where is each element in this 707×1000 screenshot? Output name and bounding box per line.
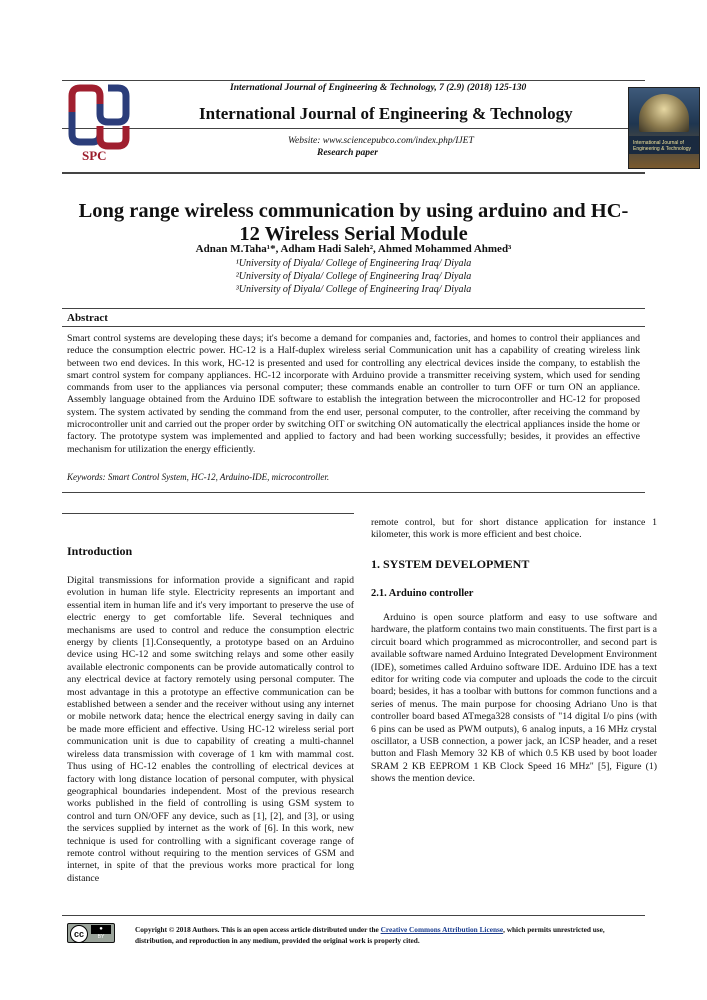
- paper-title-line-2: 12 Wireless Serial Module: [239, 223, 468, 245]
- paper-title-line-1: Long range wireless communication by using arduino and HC-: [78, 200, 629, 222]
- journal-citation: International Journal of Engineering & Technology, 7 (2.9) (2018) 125-130: [230, 83, 527, 93]
- abstract-text: Smart control systems are developing these days; it's become a demand for companies and, factories, and homes to control their appliances and reduce the consumption electric power. HC-12 is a Half-duplex wireless serial Communication unit has a capability of creating wireless link between two end devices. In this work, HC-12 is presented and used for controlling any electrical devices inside the company, to establish the smart control system for company appliances. HC-12 incorporate with Arduino provide a transmitter receiving system, which used for sending commands from user to the appliances via personal computer; these commands enable an controller to turn OFF or turn ON an appliance. Assembly language obtained from the Arduino IDE software to establish the integration between the microcontroller and HC-12 for proposed system. The system activated by sending the command from the end user, personal computer, to the controller, after receiving the command by microcontroller unit and carried out the proper order by switching OIT or switching ON automatically the electrical appliances inside the home or factory. The prototype system was implemented and applied to factory and had been working successfully; besides, it provides an effective mechanism for utilization the energy efficiently.: [67, 333, 640, 455]
- header-rule-top: [62, 80, 645, 81]
- header-rule-bottom: [62, 172, 645, 174]
- paper-title: [40, 200, 667, 246]
- copyright-suffix: , which permits unrestricted use, distribution, and reproduction in any medium, provided the original work is properly cited.: [135, 925, 605, 945]
- affiliation-1: ¹University of Diyala/ College of Engineering Iraq/ Diyala: [235, 258, 472, 269]
- left-column-rule: [62, 513, 354, 514]
- affiliation-3: ³University of Diyala/ College of Engineering Iraq/ Diyala: [235, 284, 472, 295]
- copyright-prefix: Copyright © 2018 Authors. This is an open access article distributed under the: [135, 925, 381, 934]
- affiliation-2: ²University of Diyala/ College of Engineering Iraq/ Diyala: [235, 271, 472, 282]
- abstract-rule-top: [62, 308, 645, 309]
- header-rule-middle: [62, 128, 645, 129]
- continuation-text: remote control, but for short distance application for instance 1 kilometer, this work is more efficient and best choice.: [371, 517, 657, 541]
- author-list: Adnan M.Taha¹*, Adham Hadi Saleh², Ahmed Mohammed Ahmed³: [195, 243, 512, 255]
- arduino-controller-text: Arduino is open source platform and easy to use software and hardware, the platform contains two main constituents. The first part is a circuit board which programmed as microcontroller, and second part is available software named Arduino Integrated Development Environment (IDE), sometimes called Arduino software IDE. Arduino IDE has a text editor for writing code via computer and uploads the code to the circuit board; besides, it has a toolbar with buttons for common functions and a series of menus. The main purpose for choosing Adriano Uno is that controller board based ATmega328 consists of "14 digital I/o pins (with 6 pins can be used as PWM outputs), 6 analog inputs, a 16 MHz crystal oscillator, a USB connection, a power jack, an ICSP header, and a reset button and Flash Memory 32 KB of which 0.5 KB used by boot loader SRAM 2 KB EEPROM 1 KB Clock Speed 16 MHz" [5], Figure (1) shows the mention device.: [371, 612, 657, 785]
- cc-by-label: BY: [97, 934, 105, 940]
- license-link[interactable]: Creative Commons Attribution License: [380, 925, 504, 934]
- arduino-controller-heading: 2.1. Arduino controller: [371, 588, 474, 599]
- journal-website: Website: www.sciencepubco.com/index.php/IJET: [288, 136, 474, 146]
- abstract-heading: Abstract: [67, 312, 108, 324]
- copyright-notice: [135, 924, 635, 946]
- abstract-rule-under-heading: [62, 326, 645, 327]
- abstract-rule-bottom: [62, 492, 645, 493]
- journal-title: International Journal of Engineering & Technology: [199, 104, 573, 123]
- cover-arch: [639, 94, 689, 132]
- article-type: Research paper: [317, 148, 378, 158]
- system-development-heading: 1. SYSTEM DEVELOPMENT: [371, 557, 530, 571]
- journal-cover-image: [628, 87, 700, 169]
- logo-text: SPC: [82, 148, 107, 163]
- introduction-heading: Introduction: [67, 544, 133, 558]
- introduction-text: Digital transmissions for information provide a significant and rapid evolution in human life style. Electricity represents an important and essential item in human life and it's very important to preserve the use of electric energy to get comfortable life. Several techniques and mechanisms are used to control and reduce the consumption electric energy by clients [1].Consequently, a prototype based on an Arduino device using HC-12 and some switching relays and some other easily available electronic components can be provide automatically control to any electrical device at factory remotely using personal computer. The most advantage in this a prototype an effective communication can be established between a sender and the receiver without using any internet or mobile network data; hence the electrical energy saving in daily can be made more efficient and effective. Using HC-12 wireless serial port communication unit is due to capability of creating a multi-channel wireless data transmission with coverage of 1 km with mammal cost. Thus using of HC-12 enables the controlling of electrical devices at factory with long distance location of personal computer, with physical geographical boundaries independent. Most of the previous research works published in the field of controlling is using GSM system to control and turn ON/OFF any device, such as [1], [2], and [3], or using the services supplied by internet as the work of [6]. In this work, new technique is used for controlling with a significant coverage range of remote control without requiring to the mention services of GSM and internet, in spite of that the previous works more practical for long distance: [67, 575, 354, 884]
- attribution-icon: ●: [91, 925, 111, 934]
- creative-commons-badge: [67, 923, 115, 943]
- keywords: Keywords: Smart Control System, HC-12, Arduino-IDE, microcontroller.: [67, 472, 330, 482]
- footer-rule: [62, 915, 645, 916]
- cc-icon: cc: [70, 925, 88, 943]
- publisher-logo: [62, 82, 136, 172]
- cover-title: International Journal of Engineering & Technology: [633, 140, 692, 152]
